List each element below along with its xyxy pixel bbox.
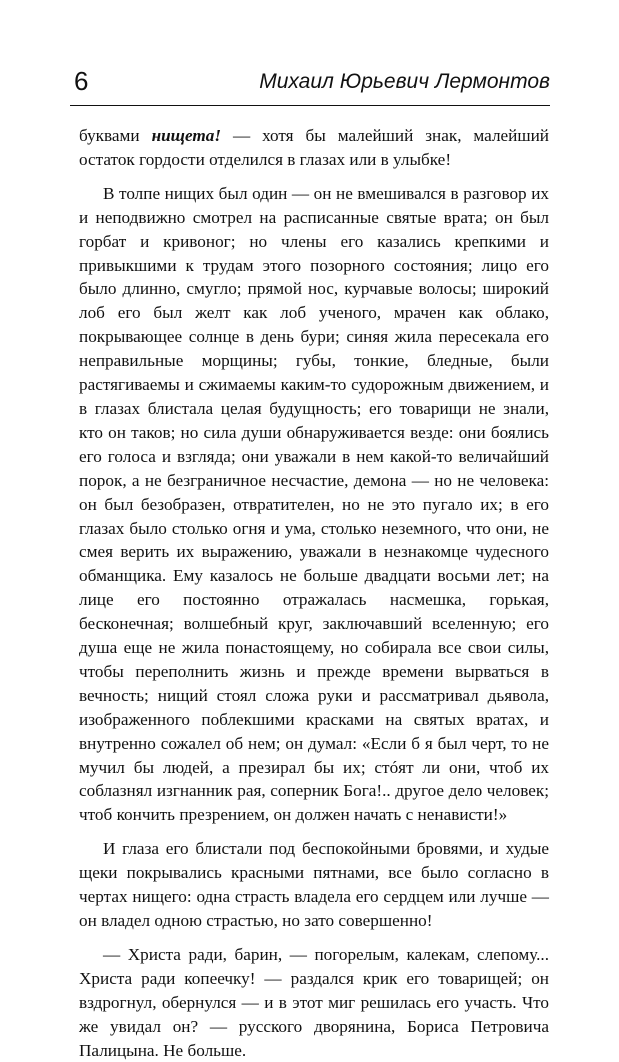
header-rule xyxy=(70,105,550,106)
emphasized-word: нищета! xyxy=(151,126,222,145)
paragraph: — Христа ради, барин, — погорелым, калекам, слепому... Христа ради копеечку! — раздался крик его товарищей; он вздрогнул, обернулся — и в этот миг решилась его участь. Что же увидал он? — русского дворянина, Бориса Петровича Палицына. Не больше. xyxy=(79,944,549,1060)
page-header xyxy=(70,66,550,106)
page-number: 6 xyxy=(74,66,89,96)
paragraph: И глаза его блистали под беспокойными бровями, и худые щеки покрывались красными пятнами, все было согласно в чертах нищего: одна страсть владела его сердцем или лучше — он владел одною страстью, но зато совершенно! xyxy=(79,839,549,930)
paragraph: В толпе нищих был один — он не вмешивался в разговор их и неподвижно смотрел на расписанные святые врата; он был горбат и кривоног; но члены его казались крепкими и привыкшими к трудам этого позорного состояния; лицо его было длинно, смугло; прямой нос, курчавые волосы; широкий лоб его был желт как лоб ученого, мрачен как облако, покрывающее солнце в день бури; синяя жила пересекала его неправильные морщины; губы, тонкие, бледные, были растягиваемы и сжимаемы каким-то судорожным движением, и в глазах блистала целая будущность; его товарищи не знали, кто он таков; но сила души обнаруживается везде: они боялись его голоса и взгляда; они уважали в нем какой-то величайший порок, а не безграничное несчастие, демона — но не человека: он был безобразен, отвратителен, но не это пугало их; в его глазах было столько огня и ума, столько неземного, что они, не смея верить их выражению, уважали в незнакомце чудесного обманщика. Ему казалось не больше двадцати восьми лет; на лице его постоянно отражалась насмешка, горькая, бесконечная; волшебный круг, заключавший вселенную; его душа еще не жила понастоящему, но собирала все свои силы, чтобы переполнить жизнь и прежде времени вырваться в вечность; нищий стоял сложа руки и рассматривал дьявола, изображенного поблекшими красками на святых вратах, и внутренно сожалел об нем; он думал: «Если б я был черт, то не мучил бы людей, а презирал бы их; стóят ли они, чтоб их соблазнял изгнанник рая, соперник Бога!.. другое дело человек; чтоб кончить презрением, он должен начать с ненависти!» xyxy=(79,183,549,825)
body-text xyxy=(79,124,549,1062)
paragraph-prefix: буквами xyxy=(79,126,152,145)
paragraph-text: — хотя бы малейший знак, малейший остаток гордости отделился в глазах или в улыбке! xyxy=(79,126,549,169)
paragraph xyxy=(79,124,549,172)
running-title: Михаил Юрьевич Лермонтов xyxy=(259,70,550,93)
